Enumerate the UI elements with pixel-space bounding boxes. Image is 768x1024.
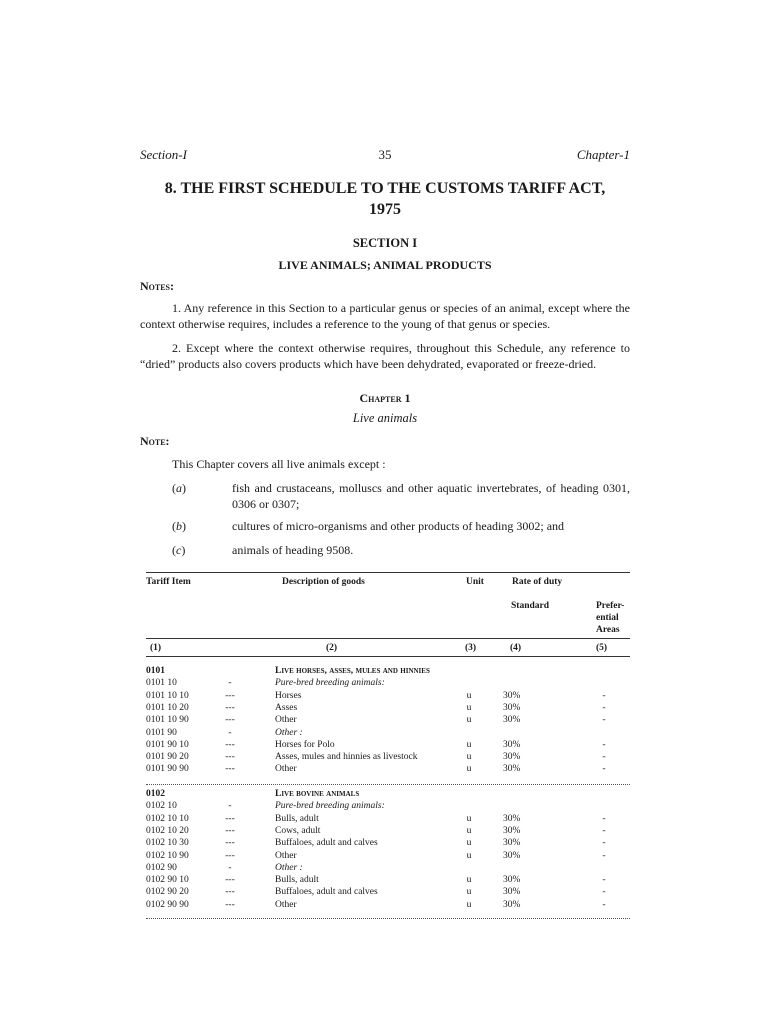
table-row	[146, 886, 630, 898]
table-row	[146, 690, 630, 702]
table-row	[146, 739, 630, 751]
tariff-code: 0101 90 90	[146, 764, 189, 775]
tariff-code: 0101 90 10	[146, 739, 189, 750]
exception-text: cultures of micro-organisms and other products of heading 3002; and	[232, 519, 565, 533]
table-row	[146, 837, 630, 849]
tariff-code: 0101 10 90	[146, 715, 189, 726]
table-row	[146, 800, 630, 812]
header-rate-of-duty: Rate of duty	[512, 577, 563, 587]
standard-rate: 30%	[503, 887, 521, 898]
header-standard: Standard	[511, 601, 550, 611]
level-dash: -	[228, 862, 232, 873]
unit-cell: u	[466, 752, 472, 763]
goods-description: Live horses, asses, mules and hinnies	[275, 666, 430, 676]
section-note-2: 2. Except where the context otherwise requires, throughout this Schedule, any reference to “dried” products also covers products which have been dehydrated, evaporated or freeze-dried.	[140, 341, 630, 371]
standard-rate: 30%	[503, 702, 521, 713]
tariff-code: 0102 10 90	[146, 850, 189, 861]
level-dash: ---	[225, 825, 235, 836]
preferential-rate: -	[602, 850, 606, 861]
section-title: SECTION I	[352, 236, 418, 250]
group-separator-rule	[146, 784, 630, 785]
unit-cell: u	[466, 739, 472, 750]
tariff-code: 0102 90 20	[146, 887, 189, 898]
table-bottom-rule	[146, 918, 630, 919]
section-subtitle: LIVE ANIMALS; ANIMAL PRODUCTS	[278, 258, 492, 272]
page-title-line2: 1975	[369, 201, 401, 218]
table-row	[146, 727, 630, 739]
level-dash: ---	[225, 690, 235, 701]
level-dash: -	[228, 801, 232, 812]
header-unit: Unit	[466, 577, 484, 587]
heading-row	[146, 665, 630, 677]
unit-cell: u	[466, 899, 472, 910]
page-title	[140, 178, 630, 220]
level-dash: ---	[225, 838, 235, 849]
table-row	[146, 763, 630, 775]
tariff-code: 0102 90 90	[146, 899, 189, 910]
preferential-rate: -	[602, 702, 606, 713]
running-head-chapter: Chapter-1	[576, 147, 630, 162]
table-row	[146, 751, 630, 763]
header-rule	[146, 638, 630, 639]
exception-item	[172, 542, 630, 558]
chapter-note-label: Note:	[140, 434, 170, 448]
preferential-rate: -	[602, 838, 606, 849]
standard-rate: 30%	[503, 838, 521, 849]
goods-description: Cows, adult	[275, 825, 321, 836]
table-row	[146, 702, 630, 714]
preferential-rate: -	[602, 739, 606, 750]
heading-row	[146, 788, 630, 800]
standard-rate: 30%	[503, 764, 521, 775]
table-row	[146, 825, 630, 837]
table-row	[146, 813, 630, 825]
level-dash: ---	[225, 875, 235, 886]
standard-rate: 30%	[503, 752, 521, 763]
standard-rate: 30%	[503, 899, 521, 910]
level-dash: ---	[225, 887, 235, 898]
unit-cell: u	[466, 764, 472, 775]
goods-description: Pure-bred breeding animals:	[275, 801, 385, 812]
table-row	[146, 874, 630, 886]
preferential-rate: -	[602, 715, 606, 726]
chapter-title: Live animals	[352, 411, 418, 425]
goods-description: Buffaloes, adult and calves	[275, 887, 378, 898]
level-dash: ---	[225, 813, 235, 824]
level-dash: ---	[225, 752, 235, 763]
table-row	[146, 862, 630, 874]
unit-cell: u	[466, 715, 472, 726]
goods-description: Bulls, adult	[275, 875, 319, 886]
goods-description: Other :	[275, 862, 303, 873]
unit-cell: u	[466, 813, 472, 824]
exception-item	[172, 480, 630, 512]
goods-description: Other	[275, 715, 297, 726]
table-top-rule	[146, 572, 630, 573]
chapter-label: Chapter 1	[359, 391, 411, 405]
level-dash: -	[228, 678, 232, 689]
preferential-rate: -	[602, 899, 606, 910]
tariff-code: 0102	[146, 789, 165, 799]
running-head	[140, 147, 630, 163]
header-preferential: Prefer- ential Areas	[596, 601, 625, 635]
standard-rate: 30%	[503, 825, 521, 836]
table-row	[146, 850, 630, 862]
tariff-code: 0101 90	[146, 727, 177, 738]
preferential-rate: -	[602, 764, 606, 775]
chapter-note-intro: This Chapter covers all live animals except :	[172, 457, 386, 471]
table-row	[146, 714, 630, 726]
goods-description: Live bovine animals	[275, 789, 360, 799]
section-note-1: 1. Any reference in this Section to a particular genus or species of an animal, except where the context otherwise requires, includes a reference to the young of that genus or species.	[140, 301, 630, 331]
goods-description: Horses	[275, 690, 302, 701]
preferential-rate: -	[602, 875, 606, 886]
unit-cell: u	[466, 702, 472, 713]
tariff-code: 0101	[146, 666, 165, 676]
col-number-1: (1)	[150, 643, 162, 653]
col-number-3: (3)	[465, 643, 477, 653]
goods-description: Other :	[275, 727, 303, 738]
page-number: 35	[378, 147, 392, 162]
level-dash: ---	[225, 764, 235, 775]
goods-description: Pure-bred breeding animals:	[275, 678, 385, 689]
unit-cell: u	[466, 850, 472, 861]
level-dash: -	[228, 727, 232, 738]
standard-rate: 30%	[503, 715, 521, 726]
preferential-rate: -	[602, 887, 606, 898]
standard-rate: 30%	[503, 875, 521, 886]
tariff-code: 0102 90	[146, 862, 177, 873]
table-row	[146, 677, 630, 689]
tariff-code: 0102 10 20	[146, 825, 189, 836]
unit-cell: u	[466, 887, 472, 898]
unit-cell: u	[466, 875, 472, 886]
tariff-code: 0101 90 20	[146, 752, 189, 763]
preferential-rate: -	[602, 690, 606, 701]
standard-rate: 30%	[503, 850, 521, 861]
level-dash: ---	[225, 850, 235, 861]
unit-cell: u	[466, 825, 472, 836]
goods-description: Buffaloes, adult and calves	[275, 838, 378, 849]
goods-description: Asses	[275, 702, 298, 713]
table-row	[146, 899, 630, 911]
header-description: Description of goods	[282, 577, 365, 587]
standard-rate: 30%	[503, 739, 521, 750]
unit-cell: u	[466, 838, 472, 849]
preferential-rate: -	[602, 752, 606, 763]
exception-text: animals of heading 9508.	[232, 543, 354, 557]
preferential-rate: -	[602, 825, 606, 836]
goods-description: Bulls, adult	[275, 813, 319, 824]
tariff-code: 0102 90 10	[146, 875, 189, 886]
unit-cell: u	[466, 690, 472, 701]
standard-rate: 30%	[503, 813, 521, 824]
level-dash: ---	[225, 739, 235, 750]
exception-letter: (a)	[172, 481, 186, 495]
col-number-4: (4)	[510, 643, 522, 653]
exception-letter: (b)	[172, 519, 186, 533]
section-notes-label: Notes:	[140, 279, 175, 293]
goods-description: Other	[275, 764, 297, 775]
level-dash: ---	[225, 715, 235, 726]
goods-description: Other	[275, 899, 297, 910]
goods-description: Other	[275, 850, 297, 861]
tariff-code: 0101 10	[146, 678, 177, 689]
col-number-rule	[146, 656, 630, 657]
col-number-5: (5)	[596, 643, 608, 653]
level-dash: ---	[225, 702, 235, 713]
tariff-code: 0101 10 20	[146, 702, 189, 713]
header-tariff-item: Tariff Item	[146, 577, 191, 587]
tariff-code: 0102 10 30	[146, 838, 189, 849]
goods-description: Horses for Polo	[275, 739, 335, 750]
goods-description: Asses, mules and hinnies as livestock	[275, 752, 418, 763]
exception-letter: (c)	[172, 543, 186, 557]
preferential-rate: -	[602, 813, 606, 824]
level-dash: ---	[225, 899, 235, 910]
tariff-code: 0102 10	[146, 801, 177, 812]
tariff-code: 0102 10 10	[146, 813, 189, 824]
col-number-2: (2)	[326, 643, 338, 653]
exception-text: fish and crustaceans, molluscs and other aquatic invertebrates, of heading 0301, 0306 or 0307;	[232, 481, 630, 511]
standard-rate: 30%	[503, 690, 521, 701]
tariff-code: 0101 10 10	[146, 690, 189, 701]
running-head-section: Section-I	[140, 147, 187, 162]
exception-item	[172, 518, 630, 534]
page-title-line1: 8. THE FIRST SCHEDULE TO THE CUSTOMS TARIFF ACT,	[164, 180, 606, 197]
